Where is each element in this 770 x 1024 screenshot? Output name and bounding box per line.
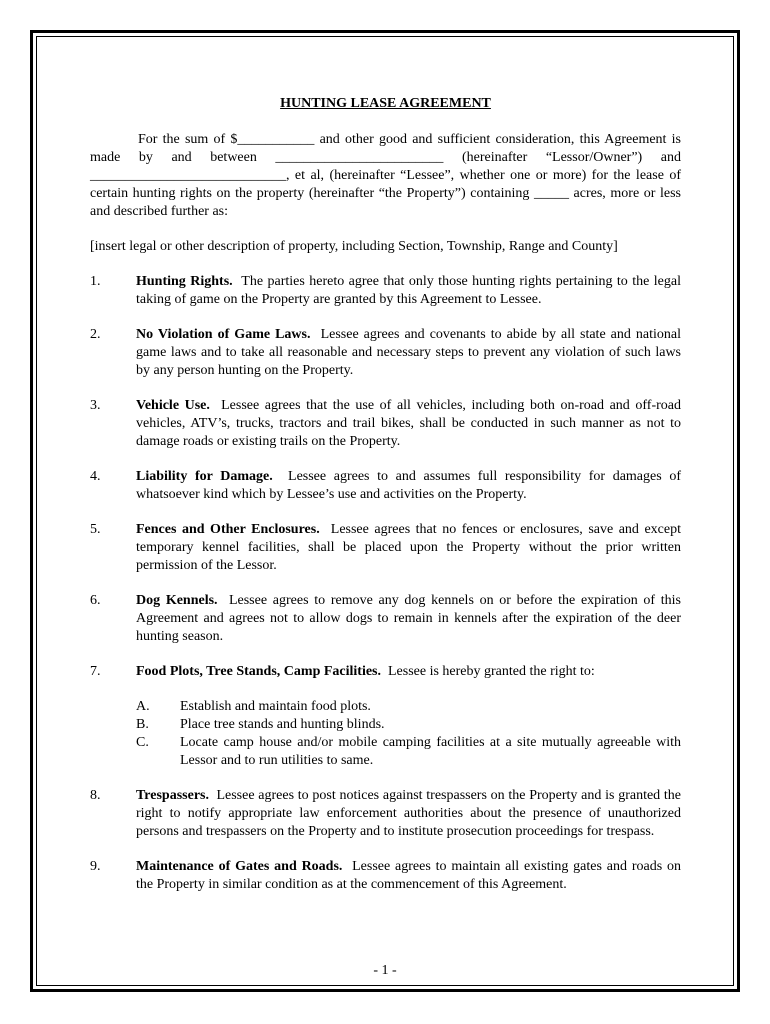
clause-number: 2. [90, 327, 101, 342]
clause-body [136, 858, 681, 894]
clause-heading: Hunting Rights. [136, 274, 233, 289]
clause-text: Lessee agrees and covenants to abide by all state and national game laws and to take all reasonable and necessary steps to prevent any violation of such laws by any person hunting on the Property. [136, 327, 682, 378]
clause-body [136, 397, 681, 451]
clause-text: Lessee agrees to remove any dog kennels on or before the expiration of this Agreement and agrees not to allow dogs to remain in kennels after the expiration of the deer hunting season. [136, 593, 682, 644]
clause-number: 6. [90, 593, 101, 608]
clause-text: The parties hereto agree that only those hunting rights pertaining to the legal taking of game on the Property are granted by this Agreement to Lessee. [136, 274, 681, 307]
clause-number: 8. [90, 788, 101, 803]
clause-7-sublist [136, 698, 681, 770]
clause-heading: Fences and Other Enclosures. [136, 522, 320, 537]
clause-text: Lessee agrees that no fences or enclosures, save and except temporary kennel facilities, shall be placed upon the Property without the prior written permission of the Lessor. [136, 522, 681, 573]
clause-text: Lessee agrees to maintain all existing gates and roads on the Property in similar condition as at the commencement of this Agreement. [136, 859, 682, 892]
clause-heading: Maintenance of Gates and Roads. [136, 859, 343, 874]
clause-8 [90, 787, 681, 841]
document-title: HUNTING LEASE AGREEMENT [280, 96, 491, 111]
clause-text: Lessee agrees to post notices against trespassers on the Property and is granted the right to notify appropriate law enforcement authorities about the presence of unauthorized persons and trespassers on the Property and to institute prosecution proceedings for trespass. [136, 788, 682, 839]
intro-paragraph: For the sum of $___________ and other good and sufficient consideration, this Agreement is made by and between ________________________ (hereinafter “Lessor/Owner”) and ____________________________, et al, (hereinafter “Lessee”, whether one or more) for the lease of certain hunting rights on the property (hereinafter “the Property”) containing _____ acres, more or less and described further as: [90, 132, 681, 219]
clause-3 [90, 397, 681, 451]
clause-text: Lessee is hereby granted the right to: [388, 664, 595, 679]
sublist-text: Locate camp house and/or mobile camping facilities at a site mutually agreeable with Lessor and to run utilities to same. [180, 735, 681, 768]
clause-body [136, 592, 681, 646]
legal-description-placeholder: [insert legal or other description of property, including Section, Township, Range and County] [90, 239, 618, 254]
clause-4 [90, 468, 681, 504]
sublist-text: Establish and maintain food plots. [180, 699, 371, 714]
clause-number: 9. [90, 859, 101, 874]
clause-heading: Vehicle Use. [136, 398, 210, 413]
sublist-letter: C. [136, 735, 149, 750]
clause-body [136, 273, 681, 309]
clause-5 [90, 521, 681, 575]
clause-6 [90, 592, 681, 646]
sublist-item [136, 716, 681, 734]
clause-number: 1. [90, 274, 101, 289]
clause-number: 3. [90, 398, 101, 413]
sublist-letter: B. [136, 717, 149, 732]
sublist-text: Place tree stands and hunting blinds. [180, 717, 385, 732]
page-number: - 1 - [373, 963, 397, 978]
clause-heading: Dog Kennels. [136, 593, 218, 608]
clause-heading: Trespassers. [136, 788, 209, 803]
clause-body [136, 787, 681, 841]
document-page [90, 95, 681, 911]
clause-body [136, 663, 681, 681]
clause-2 [90, 326, 681, 380]
clause-heading: No Violation of Game Laws. [136, 327, 311, 342]
clause-number: 7. [90, 664, 101, 679]
clause-body [136, 521, 681, 575]
clause-body [136, 468, 681, 504]
clause-body [136, 326, 681, 380]
clause-number: 4. [90, 469, 101, 484]
clause-text: Lessee agrees to and assumes full responsibility for damages of whatsoever kind which by Lessee’s use and activities on the Property. [136, 469, 681, 502]
clause-9 [90, 858, 681, 894]
clause-1 [90, 273, 681, 309]
sublist-item [136, 734, 681, 770]
sublist-item [136, 698, 681, 716]
clause-number: 5. [90, 522, 101, 537]
clause-text: Lessee agrees that the use of all vehicles, including both on-road and off-road vehicles, ATV’s, trucks, tractors and trail bikes, shall be conducted in such manner as not to damage roads or existing trails on the Property. [136, 398, 682, 449]
clause-7 [90, 663, 681, 681]
clause-heading: Food Plots, Tree Stands, Camp Facilities. [136, 664, 381, 679]
sublist-letter: A. [136, 699, 150, 714]
clause-heading: Liability for Damage. [136, 469, 273, 484]
